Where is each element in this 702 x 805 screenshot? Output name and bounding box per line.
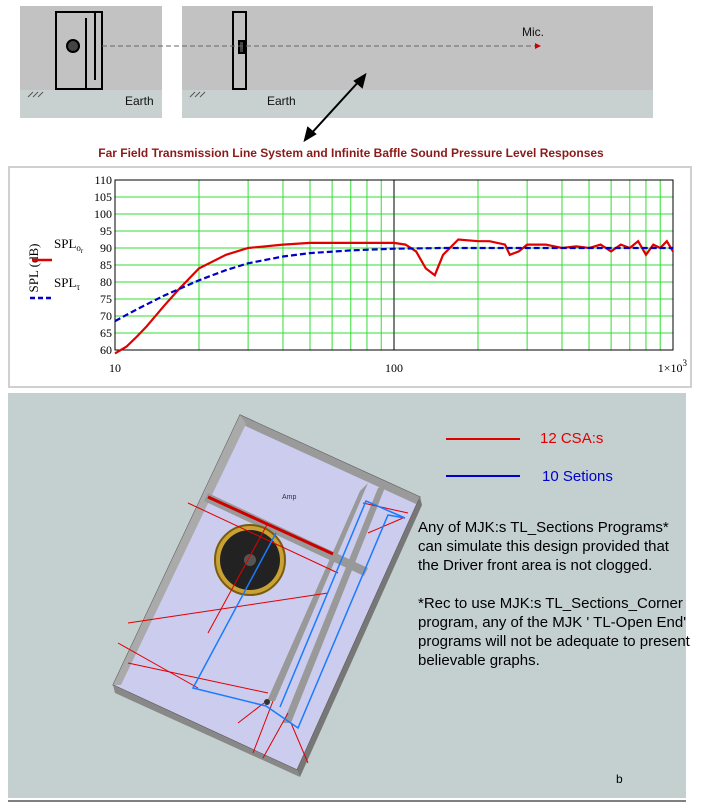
mic-icon [535, 43, 541, 49]
legend-series-1-sub: o [76, 243, 81, 253]
x-tick-label: $1\times 10^3$ [657, 358, 687, 375]
y-tick-label: 85 [100, 258, 112, 272]
x-tick-labels [109, 358, 688, 375]
svg-text:SPLτ [54, 275, 80, 292]
y-tick-label: 80 [100, 275, 112, 289]
bottom-divider [8, 800, 686, 802]
notes-text [418, 518, 690, 689]
svg-text:SPLor [54, 236, 84, 255]
legend-series-1-sub2: r [80, 247, 84, 255]
legend-sections-label: 10 Setions [542, 468, 613, 485]
chart-caption: Far Field Transmission Line System and Infinite Baffle Sound Pressure Level Responses [98, 146, 604, 160]
y-tick-label: 95 [100, 224, 112, 238]
enclosure-box [113, 415, 422, 777]
mic-label: Mic. [522, 25, 544, 39]
earth-label-left: Earth [125, 94, 154, 108]
y-tick-label: 60 [100, 343, 112, 357]
x-tick-label: 100 [385, 361, 403, 375]
legend-csa-label: 12 CSA:s [540, 430, 604, 447]
double-arrow-icon [305, 75, 365, 140]
earth-label-right: Earth [267, 94, 296, 108]
top-diagram-drawing [0, 0, 702, 146]
x-tick-label: 10 [109, 361, 121, 375]
legend-series-1-name: SPL [54, 236, 77, 251]
legend-series-2-name: SPL [54, 275, 77, 290]
ground-hatch-left [28, 92, 205, 97]
note-paragraph-1: Any of MJK:s TL_Sections Programs* can simulate this design provided that the Driver front area is not clogged. [418, 519, 669, 574]
y-axis-label: SPL (dB) [26, 243, 41, 293]
ib-enclosure-icon [233, 12, 246, 89]
x-tick-exponent: 3 [682, 358, 687, 368]
y-tick-label: 75 [100, 292, 112, 306]
legend-series-2-sub: τ [76, 282, 81, 292]
tl-enclosure-icon [56, 12, 102, 89]
y-tick-label: 65 [100, 326, 112, 340]
y-tick-label: 100 [94, 207, 112, 221]
chart-grid [115, 180, 673, 350]
y-tick-label: 105 [94, 190, 112, 204]
y-tick-label: 70 [100, 309, 112, 323]
y-tick-label: 90 [100, 241, 112, 255]
spl-chart [8, 166, 692, 388]
port-marker [264, 699, 270, 705]
y-tick-labels [94, 173, 112, 357]
y-tick-label: 110 [94, 173, 112, 187]
note-paragraph-2: *Rec to use MJK:s TL_Sections_Corner program, any of the MJK ' TL-Open End' programs will not be adequate to present believable graphs. [418, 595, 690, 669]
amp-label: Amp [282, 494, 297, 501]
corner-letter: b [616, 772, 623, 786]
